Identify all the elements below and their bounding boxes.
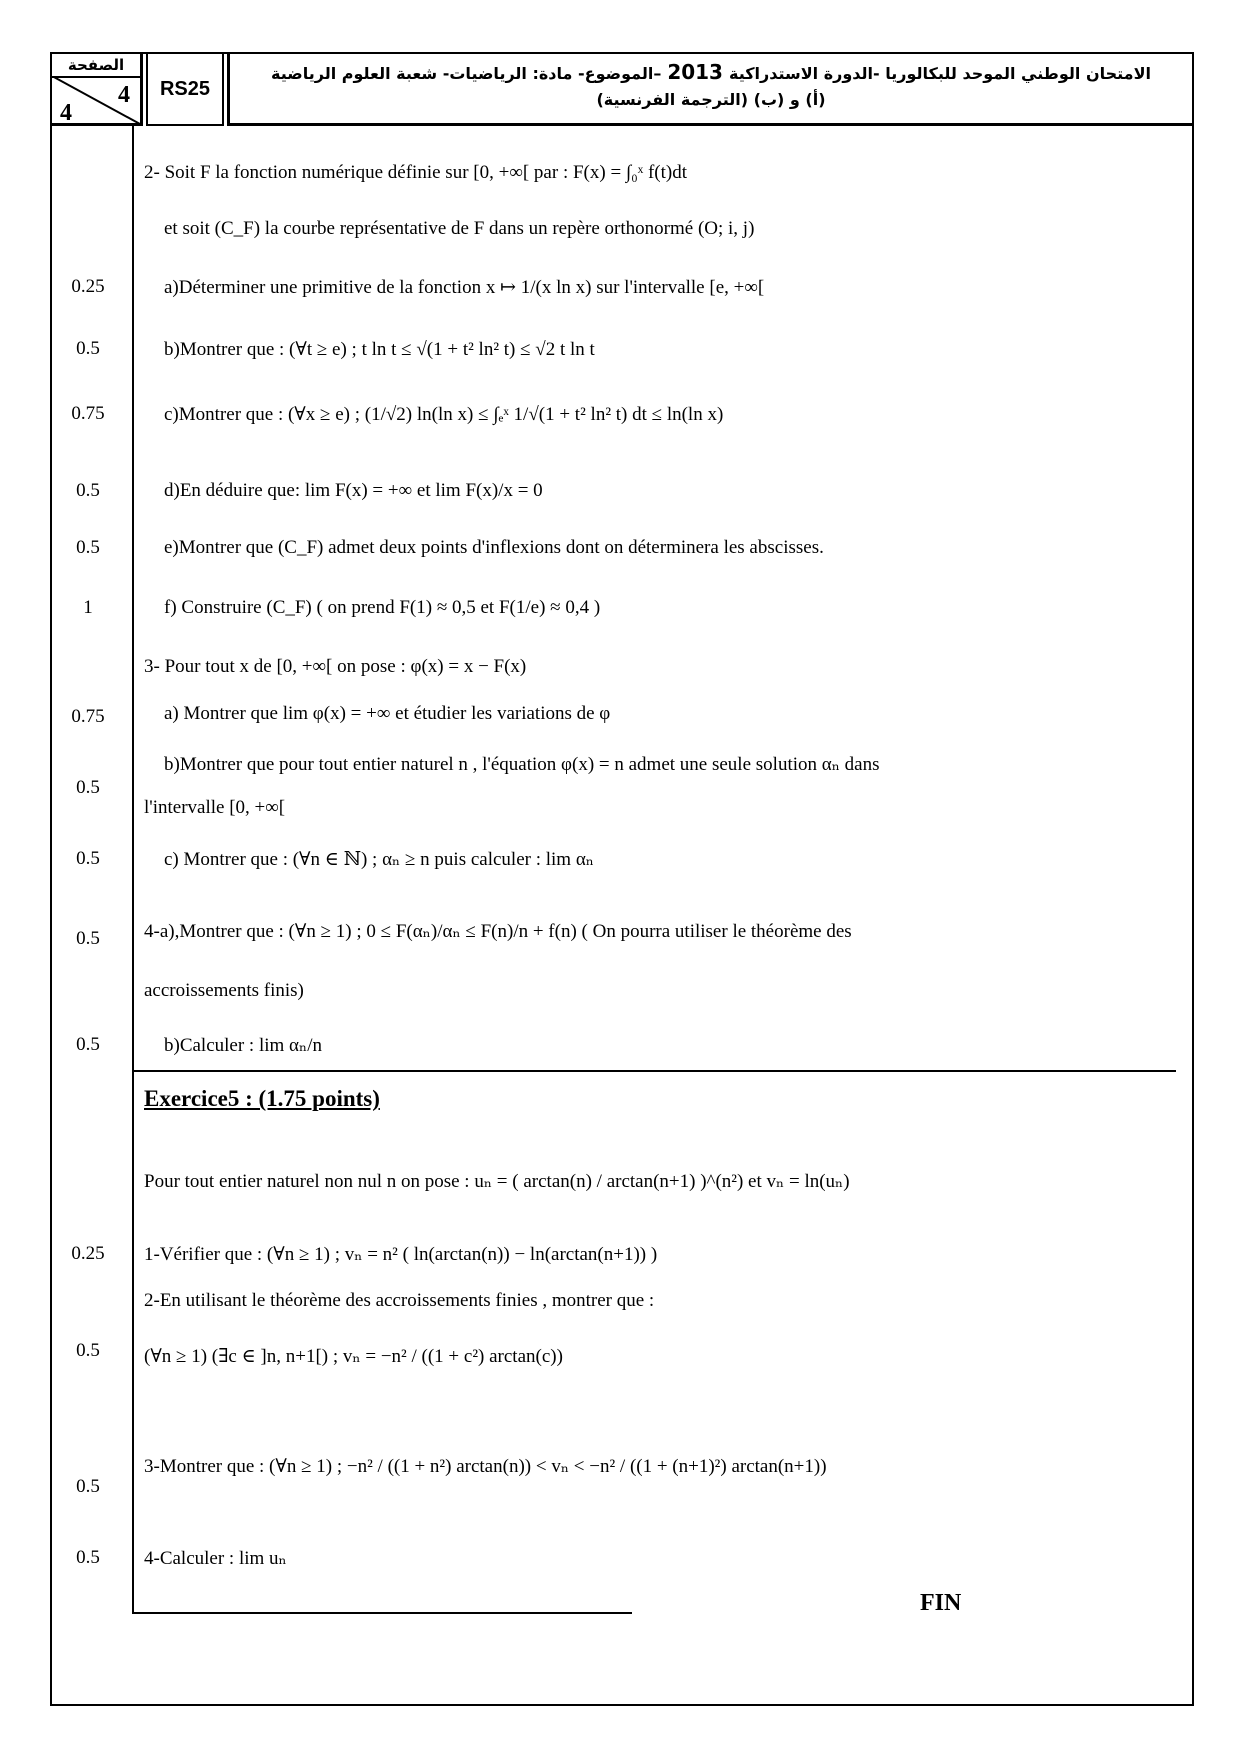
bottom-rule: [132, 1612, 632, 1614]
ex5-q1: 1-Vérifier que : (∀n ≥ 1) ; vₙ = n² ( ln(arctan(n)) − ln(arctan(n+1)) ): [144, 1244, 658, 1265]
q2-intro-2: et soit (C_F) la courbe représentative de F dans un repère orthonormé (O; i, j): [164, 218, 755, 239]
points-q2b: 0.5: [76, 338, 100, 359]
page-number-box: [52, 54, 143, 126]
page-total: 4: [60, 100, 72, 126]
points-q3a: 0.75: [71, 706, 105, 727]
ex5-intro: Pour tout entier naturel non nul n on pose : uₙ = ( arctan(n) / arctan(n+1) )^(n²) et vₙ = ln(uₙ): [144, 1171, 850, 1192]
page-current: 4: [118, 82, 130, 108]
points-column-rule: [132, 126, 134, 1071]
page-label: الصفحة: [67, 56, 125, 74]
ex5-q3: 3-Montrer que : (∀n ≥ 1) ; −n² / ((1 + n²) arctan(n)) < vₙ < −n² / ((1 + (n+1)²) arctan(n+1)): [144, 1456, 827, 1477]
title-pre: الامتحان الوطني الموحد للبكالوريا -الدورة الاستدراكية: [728, 64, 1151, 83]
points-q4a: 0.5: [76, 928, 100, 949]
points-q2f: 1: [83, 597, 93, 618]
exam-year: 2013: [667, 60, 723, 84]
points-q2e: 0.5: [76, 537, 100, 558]
points-q3c: 0.5: [76, 848, 100, 869]
q2d: d)En déduire que: lim F(x) = +∞ et lim F(x)/x = 0: [164, 480, 543, 501]
ex5-q2: 2-En utilisant le théorème des accroissements finies , montrer que :: [144, 1290, 655, 1311]
points-ex5-1: 0.25: [71, 1243, 105, 1264]
q2a: a)Déterminer une primitive de la fonction x ↦ 1/(x ln x) sur l'intervalle [e, +∞[: [164, 277, 765, 298]
fin-label: FIN: [920, 1590, 962, 1616]
q3b-line2: l'intervalle [0, +∞[: [144, 797, 286, 818]
q3c: c) Montrer que : (∀n ∈ ℕ) ; αₙ ≥ n puis calculer : lim αₙ: [164, 849, 594, 870]
points-ex5-3: 0.5: [76, 1476, 100, 1497]
points-ex5-4: 0.5: [76, 1547, 100, 1568]
title-line2: (أ) و (ب) (الترجمة الفرنسية): [596, 90, 826, 109]
points-q2a: 0.25: [71, 276, 105, 297]
points-q2d: 0.5: [76, 480, 100, 501]
points-q3b: 0.5: [76, 777, 100, 798]
q4a-line2: accroissements finis): [144, 980, 304, 1001]
points-q4b: 0.5: [76, 1034, 100, 1055]
ex5-q2-formula: (∀n ≥ 1) (∃c ∈ ]n, n+1[) ; vₙ = −n² / ((1 + c²) arctan(c)): [144, 1346, 563, 1367]
q2f: f) Construire (C_F) ( on prend F(1) ≈ 0,5 et F(1/e) ≈ 0,4 ): [164, 597, 601, 618]
title-post: –الموضوع- مادة: الرياضيات- شعبة العلوم الرياضية: [271, 64, 662, 83]
q4b: b)Calculer : lim αₙ/n: [164, 1035, 323, 1056]
exam-code: RS25: [146, 54, 224, 126]
exercise5-title: Exercice5 : (1.75 points): [144, 1086, 380, 1111]
q2b: b)Montrer que : (∀t ≥ e) ; t ln t ≤ √(1 + t² ln² t) ≤ √2 t ln t: [164, 339, 595, 360]
exam-header-title: [227, 54, 1192, 126]
points-q2c: 0.75: [71, 403, 105, 424]
q3-intro: 3- Pour tout x de [0, +∞[ on pose : φ(x) = x − F(x): [144, 656, 527, 677]
q4a-line1: 4-a),Montrer que : (∀n ≥ 1) ; 0 ≤ F(αₙ)/αₙ ≤ F(n)/n + f(n) ( On pourra utiliser le théorème des: [144, 921, 852, 942]
ex5-q4: 4-Calculer : lim uₙ: [144, 1548, 287, 1569]
q2e: e)Montrer que (C_F) admet deux points d'inflexions dont on déterminera les abscisses.: [164, 537, 824, 558]
points-column-rule-2: [132, 1072, 134, 1612]
q3a: a) Montrer que lim φ(x) = +∞ et étudier les variations de φ: [164, 703, 611, 724]
points-ex5-2: 0.5: [76, 1340, 100, 1361]
section-divider: [132, 1070, 1176, 1072]
q2-intro: 2- Soit F la fonction numérique définie sur [0, +∞[ par : F(x) = ∫₀ˣ f(t)dt: [144, 162, 688, 183]
q3b-line1: b)Montrer que pour tout entier naturel n , l'équation φ(x) = n admet une seule solution αₙ dans: [164, 754, 880, 775]
q2c: c)Montrer que : (∀x ≥ e) ; (1/√2) ln(ln x) ≤ ∫ₑˣ 1/√(1 + t² ln² t) dt ≤ ln(ln x): [164, 404, 724, 425]
